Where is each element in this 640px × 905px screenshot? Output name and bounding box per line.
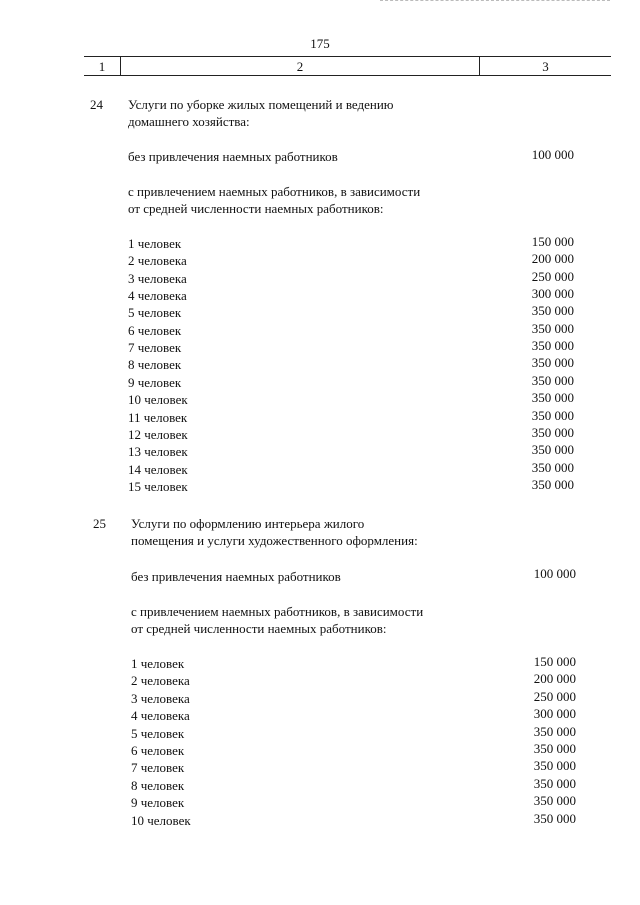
without-hired-value: 100 000 — [531, 147, 574, 162]
rate-row-value: 350 000 — [531, 338, 574, 354]
column-header-1: 1 — [98, 59, 106, 74]
rate-row-label: 6 человек — [128, 322, 182, 338]
rate-row-value: 350 000 — [533, 741, 576, 756]
rate-row-value: 350 000 — [531, 442, 574, 458]
with-hired-line: с привлечением наемных работников, в зависимости — [131, 604, 424, 619]
rate-row-label: 11 человек — [128, 409, 188, 425]
section-title-line: домашнего хозяйства: — [128, 114, 250, 129]
section-number: 24 — [90, 97, 103, 112]
rate-row-value: 350 000 — [533, 758, 576, 774]
rate-row-label: 10 человек — [128, 392, 188, 408]
rate-row-label: 6 человек — [131, 743, 185, 758]
rate-row-label: 12 человек — [128, 426, 188, 442]
rate-row-label: 14 человек — [128, 461, 188, 477]
rate-row-value: 250 000 — [531, 268, 574, 284]
rate-row-value: 350 000 — [531, 407, 574, 423]
rate-row-label: 10 человек — [131, 812, 191, 828]
with-hired-line: от средней численности наемных работников: — [128, 201, 384, 216]
section-title-line: помещения и услуги художественного оформления: — [131, 533, 418, 548]
rate-row-value: 350 000 — [531, 355, 574, 371]
rate-row-label: 7 человек — [131, 760, 185, 776]
rate-row-value: 150 000 — [531, 234, 574, 249]
rate-row-value: 350 000 — [531, 459, 574, 475]
rate-row-label: 9 человек — [128, 374, 182, 390]
rate-row-label: 7 человек — [128, 340, 182, 356]
rate-row-value: 350 000 — [531, 390, 574, 406]
rate-row-label: 1 человек — [128, 236, 182, 251]
column-header-2: 2 — [296, 59, 304, 74]
rate-row-value: 250 000 — [533, 688, 576, 704]
rate-row-value: 350 000 — [531, 372, 574, 388]
page-number: 175 — [310, 36, 330, 51]
rate-row-value: 200 000 — [531, 251, 574, 267]
rate-row-label: 2 человека — [128, 253, 187, 269]
without-hired-label: без привлечения наемных работников — [128, 149, 338, 164]
rate-row-label: 3 человека — [131, 690, 190, 706]
with-hired-line: от средней численности наемных работников: — [131, 621, 387, 636]
rate-row-label: 13 человек — [128, 444, 188, 460]
rate-row-label: 8 человек — [131, 777, 185, 793]
rate-row-value: 350 000 — [531, 476, 574, 492]
rate-row-value: 350 000 — [533, 775, 576, 791]
rate-row-value: 350 000 — [531, 303, 574, 319]
rate-row-label: 2 человека — [131, 673, 190, 689]
without-hired-value: 100 000 — [533, 566, 576, 581]
rate-row-value: 300 000 — [533, 706, 576, 722]
rate-row-label: 4 человека — [131, 708, 190, 724]
rate-row-value: 200 000 — [533, 671, 576, 687]
rate-row-label: 5 человек — [131, 725, 185, 741]
rate-row-label: 5 человек — [128, 305, 182, 321]
column-header-3: 3 — [542, 59, 549, 74]
section-title-line: Услуги по уборке жилых помещений и ведению — [128, 97, 394, 112]
rate-row-value: 350 000 — [533, 793, 576, 809]
without-hired-label: без привлечения наемных работников — [131, 569, 341, 584]
rate-row-label: 1 человек — [131, 656, 185, 671]
rate-row-label: 9 человек — [131, 795, 185, 811]
rate-row-label: 8 человек — [128, 357, 182, 373]
rate-row-label: 15 человек — [128, 478, 188, 494]
rate-row-value: 350 000 — [531, 424, 574, 440]
rate-row-value: 350 000 — [533, 810, 576, 826]
rate-row-label: 3 человека — [128, 270, 187, 286]
rate-row-label: 4 человека — [128, 288, 187, 304]
with-hired-line: с привлечением наемных работников, в зависимости — [128, 184, 421, 199]
rate-row-value: 300 000 — [531, 286, 574, 302]
rate-row-value: 350 000 — [533, 723, 576, 739]
top-edge-rule — [380, 0, 610, 3]
column-header-row — [84, 56, 611, 76]
rate-row-value: 150 000 — [533, 654, 576, 669]
rate-row-value: 350 000 — [531, 320, 574, 336]
section-number: 25 — [93, 516, 106, 531]
section-title-line: Услуги по оформлению интерьера жилого — [131, 516, 365, 531]
